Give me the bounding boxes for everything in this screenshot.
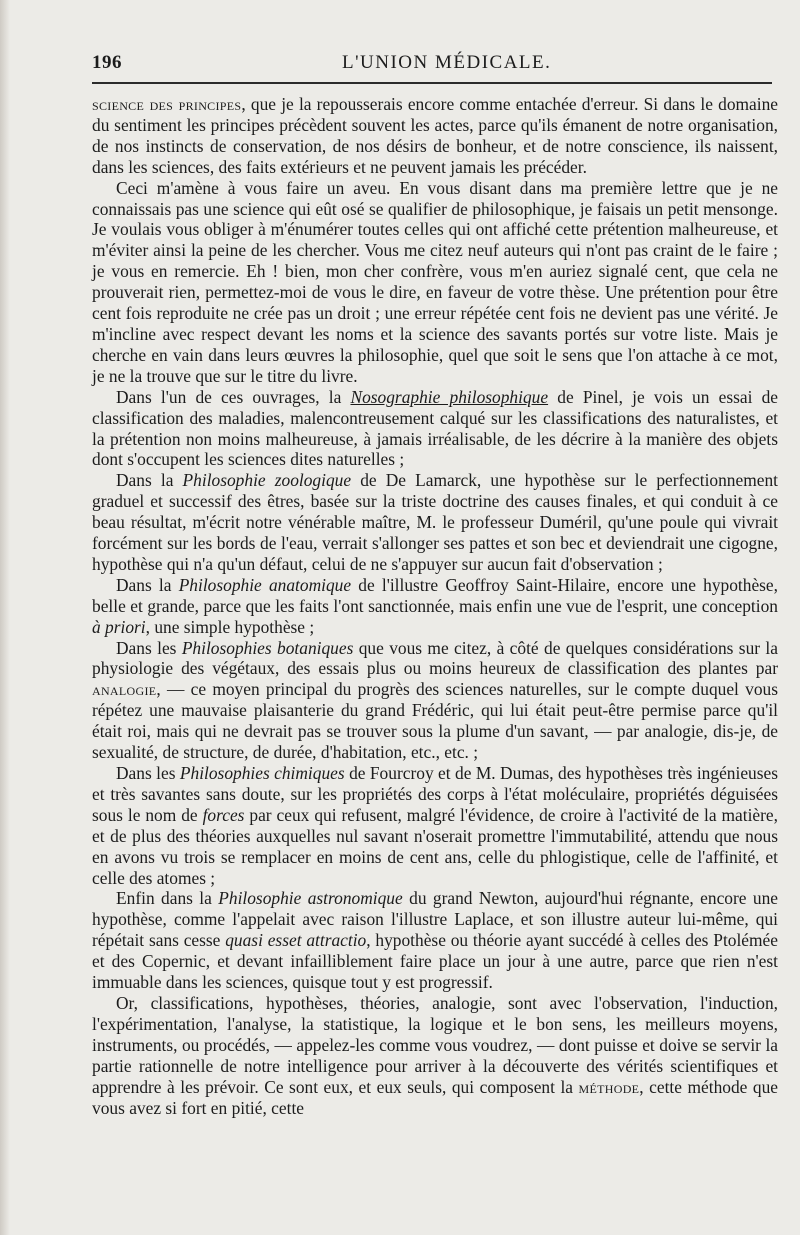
italic-title: forces [202,804,245,825]
paragraph [92,178,778,387]
italic-title: Philosophies chimiques [179,763,345,783]
paragraph [92,888,778,993]
text-run: Or, classifications, hypothèses, théories, analogie, sont avec l'observation, l'induction, l'expérimentation, l'analyse, la statistique, la logique et le bon sens, les meilleurs moyens, instruments, ou procédés, — appelez-les comme vous voudrez, — dont puisse et doive se servir la partie rationnelle de notre intelligence pour arriver à la découverte des vérités scientifiques et apprendre à les prévoir. Ce sont eux, et eux seuls, qui composent la [92,992,778,1097]
paragraph [92,575,778,638]
text-run: , cette méthode que vous avez si fort en pitié, cette [92,1076,778,1118]
text-run: Dans les [116,637,182,658]
page-number: 196 [92,52,122,73]
text-run: , hypothèse ou théorie ayant succédé à celles des Ptolémée et des Copernic, et devant infailliblement faire place un jour à une autre, parce que rien n'est immuable dans les sciences, quisque tout y est progressif. [92,930,778,993]
running-title: L'UNION MÉDICALE. [342,52,552,73]
italic-title: Philosophie anatomique [178,574,352,595]
text-run: par ceux qui refusent, malgré l'évidence, de croire à l'activité de la matière, et de plus des théories auxquelles nul savant n'oserait promettre l'immutabilité, attendu que nous en avons vu trois se remplacer en moins de cent ans, celle du phlogistique, celle de l'affinité, et celle des atomes ; [92,804,779,888]
text-run: Dans l'un de ces ouvrages, la [116,386,351,407]
italic-title: Nosographie philosophique [350,386,549,407]
italic-title: Philosophie astronomique [218,888,403,909]
text-run: , que je la repousserais encore comme entachée d'erreur. Si dans le domaine du sentiment les principes précèdent souvent les actes, parce qu'ils émanent de notre organisation, de nos instincts de conservation, de nos désirs de bonheur, et de notre conscience, ils naissent, dans les sciences, des faits extérieurs et ne peuvent jamais les précéder. [92,94,779,177]
paragraph [92,763,778,888]
header-rule [92,82,772,84]
text-run: de Pinel, je vois un essai de classification des maladies, malencontreusement calqué sur les classifications des naturalistes, et la prétention non moins malheureuse, à jamais irréalisable, de les décrire à la manière des objets dont s'occupent les sciences dites naturelles ; [92,386,779,470]
article-body [92,94,778,1118]
paragraph [92,387,778,471]
text-run: Ceci m'amène à vous faire un aveu. En vous disant dans ma première lettre que je ne connaissais pas une science qui eût osé se qualifier de philosophique, je faisais un petit mensonge. Je voulais vous obliger à m'énumérer toutes celles qui ont affiché cette prétention malheureuse, et m'éviter ainsi la peine de les chercher. Vous me citez neuf auteurs qui n'ont pas craint de le faire ; je vous en remercie. Eh ! bien, mon cher confrère, vous m'en auriez signalé cent, que cela ne prouverait rien, permettez-moi de vous le dire, en faveur de votre thèse. Une prétention pour être cent fois reproduite ne crée pas un droit ; une erreur répétée cent fois ne devient pas une vérité. Je m'incline avec respect devant les noms et la science des savants portés sur votre liste. Mais je cherche en vain dans leurs œuvres la philosophie, quel que soit le sens que l'on attache à ce mot, je ne la trouve que sur le titre du livre. [92,177,778,386]
text-run: que vous me citez, à côté de quelques considérations sur la physiologie des végétaux, des essais plus ou moins heureux de classification des plantes par [92,637,778,679]
italic-title: Philosophies botaniques [181,637,354,658]
small-caps-term: analogie [92,679,157,700]
text-run: du grand Newton, aujourd'hui régnante, encore une hypothèse, comme l'appelait avec raison l'illustre Laplace, et son illustre auteur lui-même, qui répétait sans cesse [92,888,779,951]
text-run: Enfin dans la [116,888,219,909]
paragraph [92,94,778,178]
text-run: , — ce moyen principal du progrès des sciences naturelles, sur le compte duquel vous répétez une mauvaise plaisanterie du grand Frédéric, qui lui était peut-être permise parce qu'il était roi, mais qui ne devrait pas se trouver sous la plume d'un savant, — par analogie, dis-je, de sexualité, de structure, de durée, d'habitation, etc., etc. ; [92,679,778,763]
page-header [92,48,778,82]
small-caps-term: science des principes [92,94,242,114]
text-run: , une simple hypothèse ; [145,616,315,637]
text-run: Dans la [116,470,183,491]
small-caps-term: méthode [578,1076,640,1097]
italic-title: quasi esset attractio [225,930,367,951]
text-run: de l'illustre Geoffroy Saint-Hilaire, encore une hypothèse, belle et grande, parce que les faits l'ont sanctionnée, mais enfin une vue de l'esprit, une conception [92,574,778,616]
page-edge-shadow [0,0,10,1235]
paragraph [92,638,778,763]
italic-title: à priori [92,616,146,637]
text-run: Dans les [116,763,180,783]
paragraph [92,993,778,1118]
text-run: Dans la [116,574,179,595]
text-run: de De Lamarck, une hypothèse sur le perfectionnement graduel et successif des êtres, basée sur la triste doctrine des causes finales, et qui conduit à ce beau résultat, m'écrit notre vénérable maître, M. le professeur Duméril, qu'une poule qui vivrait forcément sur les bords de l'eau, verrait s'allonger ses pattes et son bec et deviendrait une cigogne, hypothèse qui n'a qu'un défaut, celui de ne s'appuyer sur aucun fait d'observation ; [92,470,778,574]
paragraph [92,470,778,575]
italic-title: Philosophie zoologique [182,470,352,491]
text-run: de Fourcroy et de M. Dumas, des hypothèses très ingénieuses et très savantes sans doute, sur les propriétés des corps à l'état moléculaire, propriétés déguisées sous le nom de [92,763,778,825]
